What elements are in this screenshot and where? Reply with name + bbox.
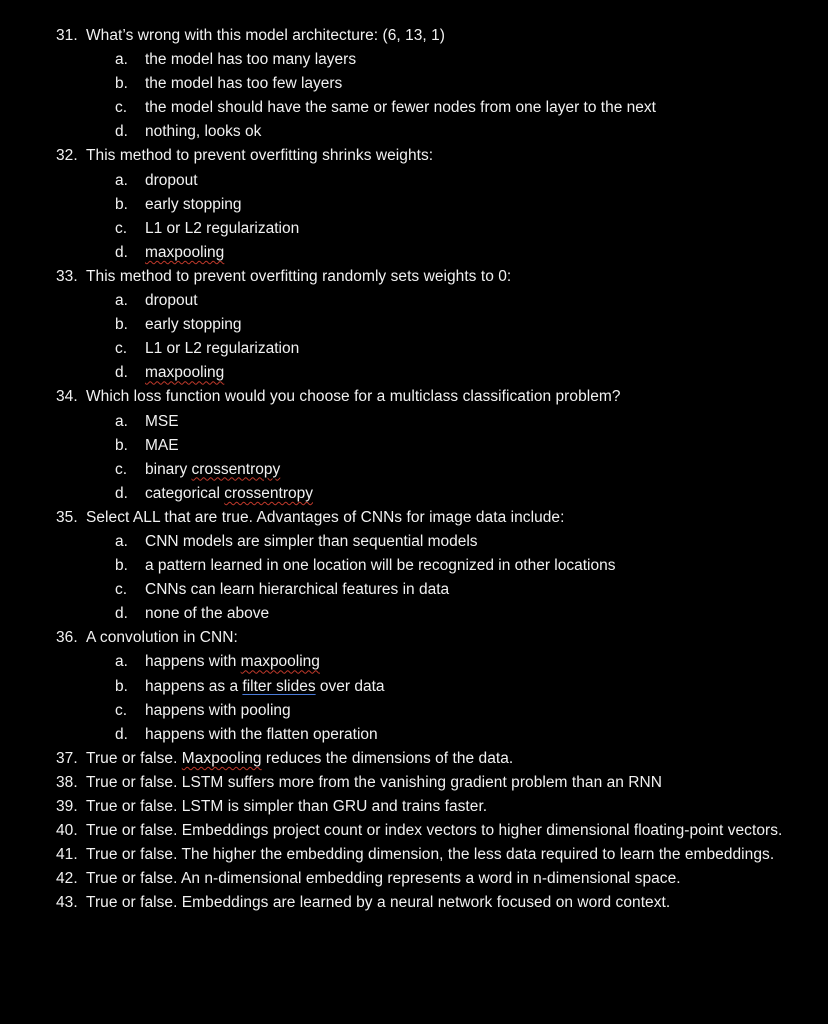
- option-letter: c.: [115, 99, 128, 117]
- option-letter: a.: [115, 412, 128, 430]
- question-text: True or false. An n-dimensional embedding represents a word in n-dimensional space.: [86, 870, 681, 888]
- question-text: This method to prevent overfitting shrinks weights:: [86, 147, 434, 165]
- option-text: CNNs can learn hierarchical features in data: [145, 581, 450, 599]
- options-33: [56, 289, 796, 385]
- question-43: [56, 891, 796, 915]
- question-number: 34.: [56, 388, 78, 406]
- option-text-misspelled: crossentropy: [191, 460, 281, 478]
- option-36a: [56, 650, 796, 674]
- option-33c: [56, 337, 796, 361]
- option-31d: [56, 120, 796, 144]
- question-number: 31.: [56, 27, 78, 44]
- option-letter: d.: [115, 725, 128, 743]
- option-text-prefix: happens with: [145, 653, 241, 671]
- option-text: dropout: [145, 171, 198, 189]
- question-40: [56, 819, 796, 843]
- option-36b: [56, 675, 796, 699]
- question-39: [56, 795, 796, 819]
- options-31: [56, 48, 796, 144]
- option-text: CNN models are simpler than sequential models: [145, 532, 478, 550]
- option-text: maxpooling: [145, 243, 225, 261]
- question-text-suffix: reduces the dimensions of the data.: [261, 749, 514, 767]
- option-text-misspelled: maxpooling: [240, 653, 320, 671]
- option-letter: b.: [115, 195, 128, 213]
- option-34b: [56, 434, 796, 458]
- question-41: [56, 843, 796, 867]
- option-35b: [56, 554, 796, 578]
- option-letter: d.: [115, 484, 128, 502]
- option-34c: [56, 458, 796, 482]
- option-letter: a.: [115, 532, 128, 550]
- option-text: MAE: [145, 436, 179, 454]
- option-letter: c.: [115, 340, 128, 358]
- question-number: 42.: [56, 870, 78, 888]
- option-36c: [56, 699, 796, 723]
- question-number: 33.: [56, 267, 78, 285]
- option-text: dropout: [145, 292, 198, 310]
- question-number: 38.: [56, 773, 78, 791]
- option-32a: [56, 169, 796, 193]
- option-letter: a.: [115, 51, 128, 69]
- option-text-grammar-flag: filter slides: [242, 677, 316, 695]
- question-text-misspelled: Maxpooling: [181, 749, 262, 767]
- question-33: [56, 265, 796, 289]
- option-letter: a.: [115, 292, 128, 310]
- question-number: 39.: [56, 798, 78, 815]
- question-number: 35.: [56, 508, 78, 526]
- question-text: This method to prevent overfitting randomly sets weights to 0:: [86, 267, 512, 285]
- question-text: What’s wrong with this model architecture: (6, 13, 1): [86, 27, 446, 44]
- question-42: [56, 867, 796, 891]
- option-letter: c.: [115, 581, 128, 599]
- option-letter: b.: [115, 75, 128, 93]
- option-text: nothing, looks ok: [145, 123, 262, 141]
- option-34d: [56, 482, 796, 506]
- option-35a: [56, 530, 796, 554]
- options-32: [56, 169, 796, 265]
- option-text: happens with the flatten operation: [145, 725, 378, 743]
- options-35: [56, 530, 796, 626]
- question-text: True or false. Embeddings project count or index vectors to higher dimensional floating-point vectors.: [86, 822, 783, 840]
- option-text: MSE: [145, 412, 179, 430]
- question-list: [56, 24, 796, 915]
- option-letter: d.: [115, 243, 128, 261]
- option-letter: b.: [115, 436, 128, 454]
- option-text: L1 or L2 regularization: [145, 219, 300, 237]
- question-36: [56, 626, 796, 650]
- option-32b: [56, 193, 796, 217]
- option-text-prefix: categorical: [145, 484, 225, 502]
- options-36: [56, 650, 796, 746]
- option-text: maxpooling: [145, 364, 225, 382]
- question-text: Which loss function would you choose for a multiclass classification problem?: [86, 388, 621, 406]
- question-number: 40.: [56, 822, 78, 840]
- option-letter: d.: [115, 123, 128, 141]
- question-34: [56, 385, 796, 409]
- option-31a: [56, 48, 796, 72]
- option-34a: [56, 410, 796, 434]
- question-number: 43.: [56, 894, 78, 912]
- option-letter: c.: [115, 219, 128, 237]
- option-letter: a.: [115, 171, 128, 189]
- question-38: [56, 771, 796, 795]
- option-letter: a.: [115, 653, 128, 671]
- option-32c: [56, 217, 796, 241]
- option-text: early stopping: [145, 316, 242, 334]
- option-33b: [56, 313, 796, 337]
- option-text: happens with pooling: [145, 701, 291, 719]
- question-text: Select ALL that are true. Advantages of CNNs for image data include:: [86, 508, 565, 526]
- question-text-prefix: True or false.: [86, 749, 182, 767]
- question-text: True or false. Embeddings are learned by a neural network focused on word context.: [86, 894, 671, 912]
- option-text-prefix: binary: [145, 460, 192, 478]
- question-text: True or false. LSTM suffers more from the vanishing gradient problem than an RNN: [86, 773, 663, 791]
- option-text-suffix: over data: [315, 677, 385, 695]
- question-31: [56, 24, 796, 48]
- options-34: [56, 410, 796, 506]
- option-text-misspelled: crossentropy: [224, 484, 313, 502]
- option-33d: [56, 361, 796, 385]
- question-32: [56, 144, 796, 168]
- option-letter: d.: [115, 364, 128, 382]
- option-35d: [56, 602, 796, 626]
- option-text: the model has too many layers: [145, 51, 357, 69]
- option-31c: [56, 96, 796, 120]
- question-number: 37.: [56, 749, 78, 767]
- option-text: L1 or L2 regularization: [145, 340, 300, 358]
- question-text: True or false. LSTM is simpler than GRU and trains faster.: [86, 798, 488, 815]
- question-text: True or false. The higher the embedding dimension, the less data required to learn the embeddings.: [86, 846, 775, 864]
- option-text: a pattern learned in one location will be recognized in other locations: [145, 557, 616, 575]
- option-35c: [56, 578, 796, 602]
- option-text-prefix: happens as a: [145, 677, 243, 695]
- option-letter: c.: [115, 460, 128, 478]
- option-text: none of the above: [145, 605, 270, 623]
- option-letter: b.: [115, 677, 128, 695]
- option-letter: c.: [115, 701, 128, 719]
- question-number: 41.: [56, 846, 78, 864]
- option-letter: d.: [115, 605, 128, 623]
- question-37: [56, 747, 796, 771]
- question-number: 32.: [56, 147, 78, 165]
- option-32d: [56, 241, 796, 265]
- option-33a: [56, 289, 796, 313]
- option-letter: b.: [115, 316, 128, 334]
- option-text: the model should have the same or fewer nodes from one layer to the next: [145, 99, 656, 117]
- option-31b: [56, 72, 796, 96]
- option-36d: [56, 723, 796, 747]
- option-text: early stopping: [145, 195, 242, 213]
- option-text: the model has too few layers: [145, 75, 343, 93]
- question-text: A convolution in CNN:: [86, 629, 238, 647]
- question-35: [56, 506, 796, 530]
- question-number: 36.: [56, 629, 78, 647]
- option-letter: b.: [115, 557, 128, 575]
